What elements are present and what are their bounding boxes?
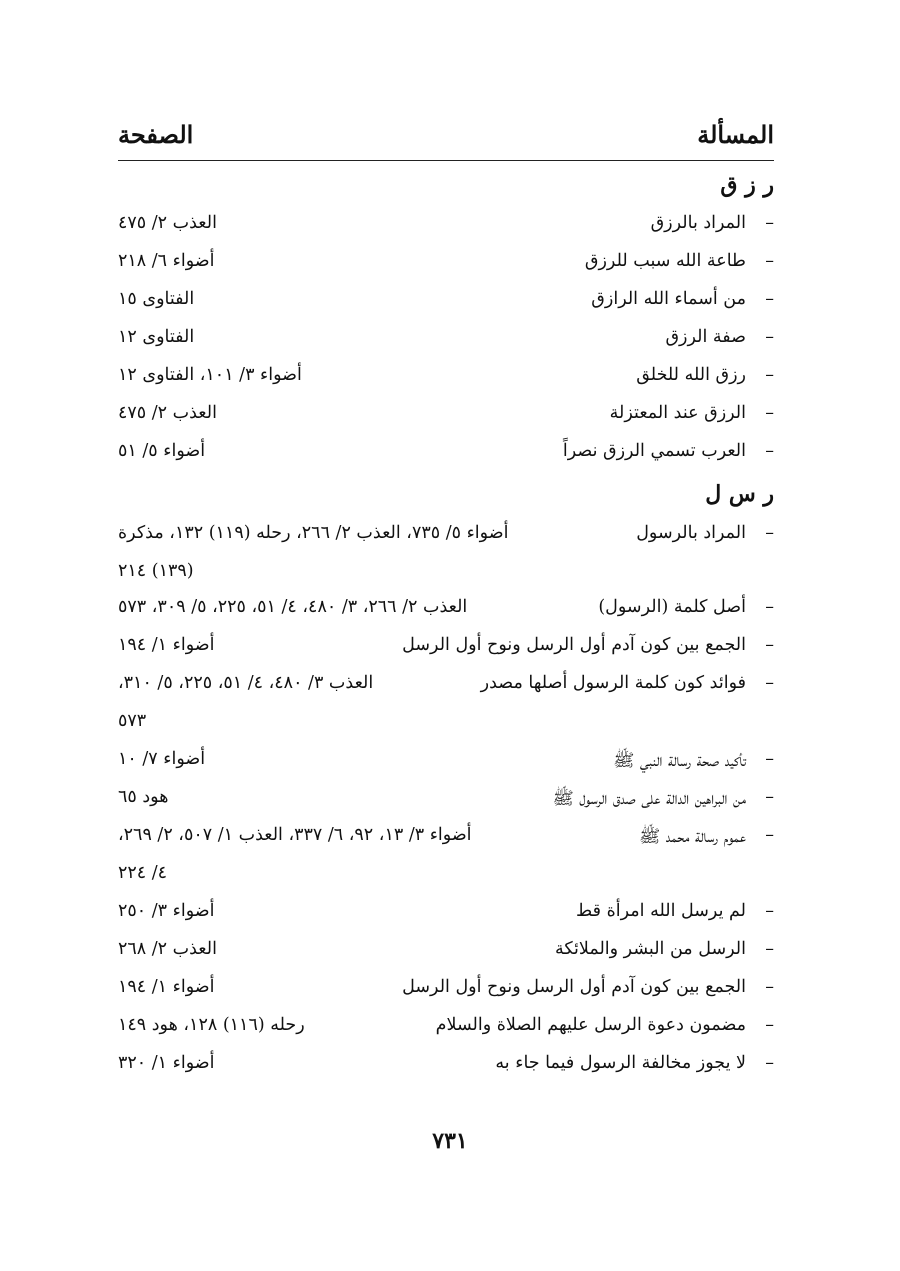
entry-topic: الرسل من البشر والملائكة <box>554 939 746 959</box>
entry-dash: – <box>765 977 774 997</box>
index-entry <box>118 901 774 933</box>
index-entry <box>118 213 774 245</box>
entry-reference: العذب ٢/ ٢٦٨ <box>118 939 217 959</box>
entry-reference-continued: ٥٧٣ <box>118 711 147 731</box>
entry-topic: من أسماء الله الرازق <box>591 289 746 309</box>
index-entry <box>118 365 774 397</box>
entry-dash: – <box>765 289 774 309</box>
entry-topic: تأكيد صحة رسالة النبي ﷺ <box>613 751 746 771</box>
entry-reference: هود ٦٥ <box>118 787 169 807</box>
entry-reference: أضواء ١/ ١٩٤ <box>118 635 215 655</box>
index-entry <box>118 441 774 473</box>
entry-dash: – <box>765 365 774 385</box>
entry-reference: أضواء ٣/ ١٣، ٩٢، ٦/ ٣٣٧، العذب ١/ ٥٠٧، ٢/ ٢٦٩، <box>118 825 472 845</box>
entry-topic: المراد بالرزق <box>650 213 746 233</box>
entry-dash: – <box>765 825 774 845</box>
entry-reference-continued: ٤/ ٢٢٤ <box>118 863 168 883</box>
entry-reference: العذب ٢/ ٤٧٥ <box>118 213 217 233</box>
index-entry <box>118 787 774 819</box>
page-number: ٧٣١ <box>432 1128 468 1154</box>
index-entry <box>118 749 774 781</box>
entry-topic: المراد بالرسول <box>636 523 746 543</box>
entry-reference: الفتاوى ١٢ <box>118 327 195 347</box>
entry-topic: لم يرسل الله امرأة قط <box>576 901 746 921</box>
index-entry <box>118 1053 774 1085</box>
entry-dash: – <box>765 635 774 655</box>
entry-topic: رزق الله للخلق <box>636 365 746 385</box>
entry-dash: – <box>765 749 774 769</box>
entry-topic: الجمع بين كون آدم أول الرسل ونوح أول الرسل <box>402 635 746 655</box>
index-entry <box>118 597 774 629</box>
entry-topic: من البراهين الدالة على صدق الرسول ﷺ <box>552 789 746 809</box>
entry-reference: أضواء ٥/ ٥١ <box>118 441 206 461</box>
entry-dash: – <box>765 251 774 271</box>
entry-dash: – <box>765 327 774 347</box>
entry-reference: العذب ٣/ ٤٨٠، ٤/ ٥١، ٢٢٥، ٥/ ٣١٠، <box>118 673 374 693</box>
section-title-rzq: ر ز ق <box>720 172 774 198</box>
index-entry <box>118 523 774 555</box>
entry-dash: – <box>765 1053 774 1073</box>
column-header <box>118 120 774 161</box>
entry-dash: – <box>765 523 774 543</box>
entry-topic: مضمون دعوة الرسل عليهم الصلاة والسلام <box>435 1015 746 1035</box>
index-entry <box>118 251 774 283</box>
page-column-heading: الصفحة <box>118 120 194 149</box>
entry-topic: الجمع بين كون آدم أول الرسل ونوح أول الرسل <box>402 977 746 997</box>
index-entry <box>118 635 774 667</box>
entry-reference: أضواء ١/ ١٩٤ <box>118 977 215 997</box>
entry-reference: أضواء ٥/ ٧٣٥، العذب ٢/ ٢٦٦، رحله (١١٩) ١٣٢، مذكرة <box>118 523 509 543</box>
entry-topic: أصل كلمة (الرسول) <box>598 597 746 617</box>
entry-topic: عموم رسالة محمد ﷺ <box>639 827 746 847</box>
entry-reference: أضواء ١/ ٣٢٠ <box>118 1053 215 1073</box>
index-entry <box>118 1015 774 1047</box>
entry-dash: – <box>765 673 774 693</box>
topic-column-heading: المسألة <box>697 120 774 149</box>
entry-reference: الفتاوى ١٥ <box>118 289 195 309</box>
entry-reference: أضواء ٣/ ١٠١، الفتاوى ١٢ <box>118 365 302 385</box>
entry-dash: – <box>765 939 774 959</box>
index-entry <box>118 825 774 857</box>
entry-reference: العذب ٢/ ٤٧٥ <box>118 403 217 423</box>
entry-dash: – <box>765 1015 774 1035</box>
entry-topic: فوائد كون كلمة الرسول أصلها مصدر <box>480 673 746 693</box>
entry-reference: العذب ٢/ ٢٦٦، ٣/ ٤٨٠، ٤/ ٥١، ٢٢٥، ٥/ ٣٠٩، ٥٧٣ <box>118 597 468 617</box>
index-entry <box>118 289 774 321</box>
index-entry <box>118 403 774 435</box>
entry-reference-continued: (١٣٩) ٢١٤ <box>118 561 194 581</box>
index-entry <box>118 327 774 359</box>
entry-dash: – <box>765 597 774 617</box>
entry-reference: رحله (١١٦) ١٢٨، هود ١٤٩ <box>118 1015 305 1035</box>
entry-topic: طاعة الله سبب للرزق <box>584 251 746 271</box>
entry-reference: أضواء ٣/ ٢٥٠ <box>118 901 215 921</box>
entry-topic: الرزق عند المعتزلة <box>609 403 746 423</box>
entry-dash: – <box>765 441 774 461</box>
entry-topic: العرب تسمي الرزق نصراً <box>562 441 746 461</box>
section-title-rsl: ر س ل <box>705 481 774 507</box>
entry-dash: – <box>765 901 774 921</box>
index-entry <box>118 939 774 971</box>
entry-topic: لا يجوز مخالفة الرسول فيما جاء به <box>495 1053 746 1073</box>
entry-dash: – <box>765 403 774 423</box>
entry-dash: – <box>765 787 774 807</box>
index-entry <box>118 673 774 705</box>
index-entry <box>118 977 774 1009</box>
entry-reference: أضواء ٧/ ١٠ <box>118 749 206 769</box>
entry-reference: أضواء ٦/ ٢١٨ <box>118 251 215 271</box>
entry-topic: صفة الرزق <box>665 327 746 347</box>
entry-dash: – <box>765 213 774 233</box>
